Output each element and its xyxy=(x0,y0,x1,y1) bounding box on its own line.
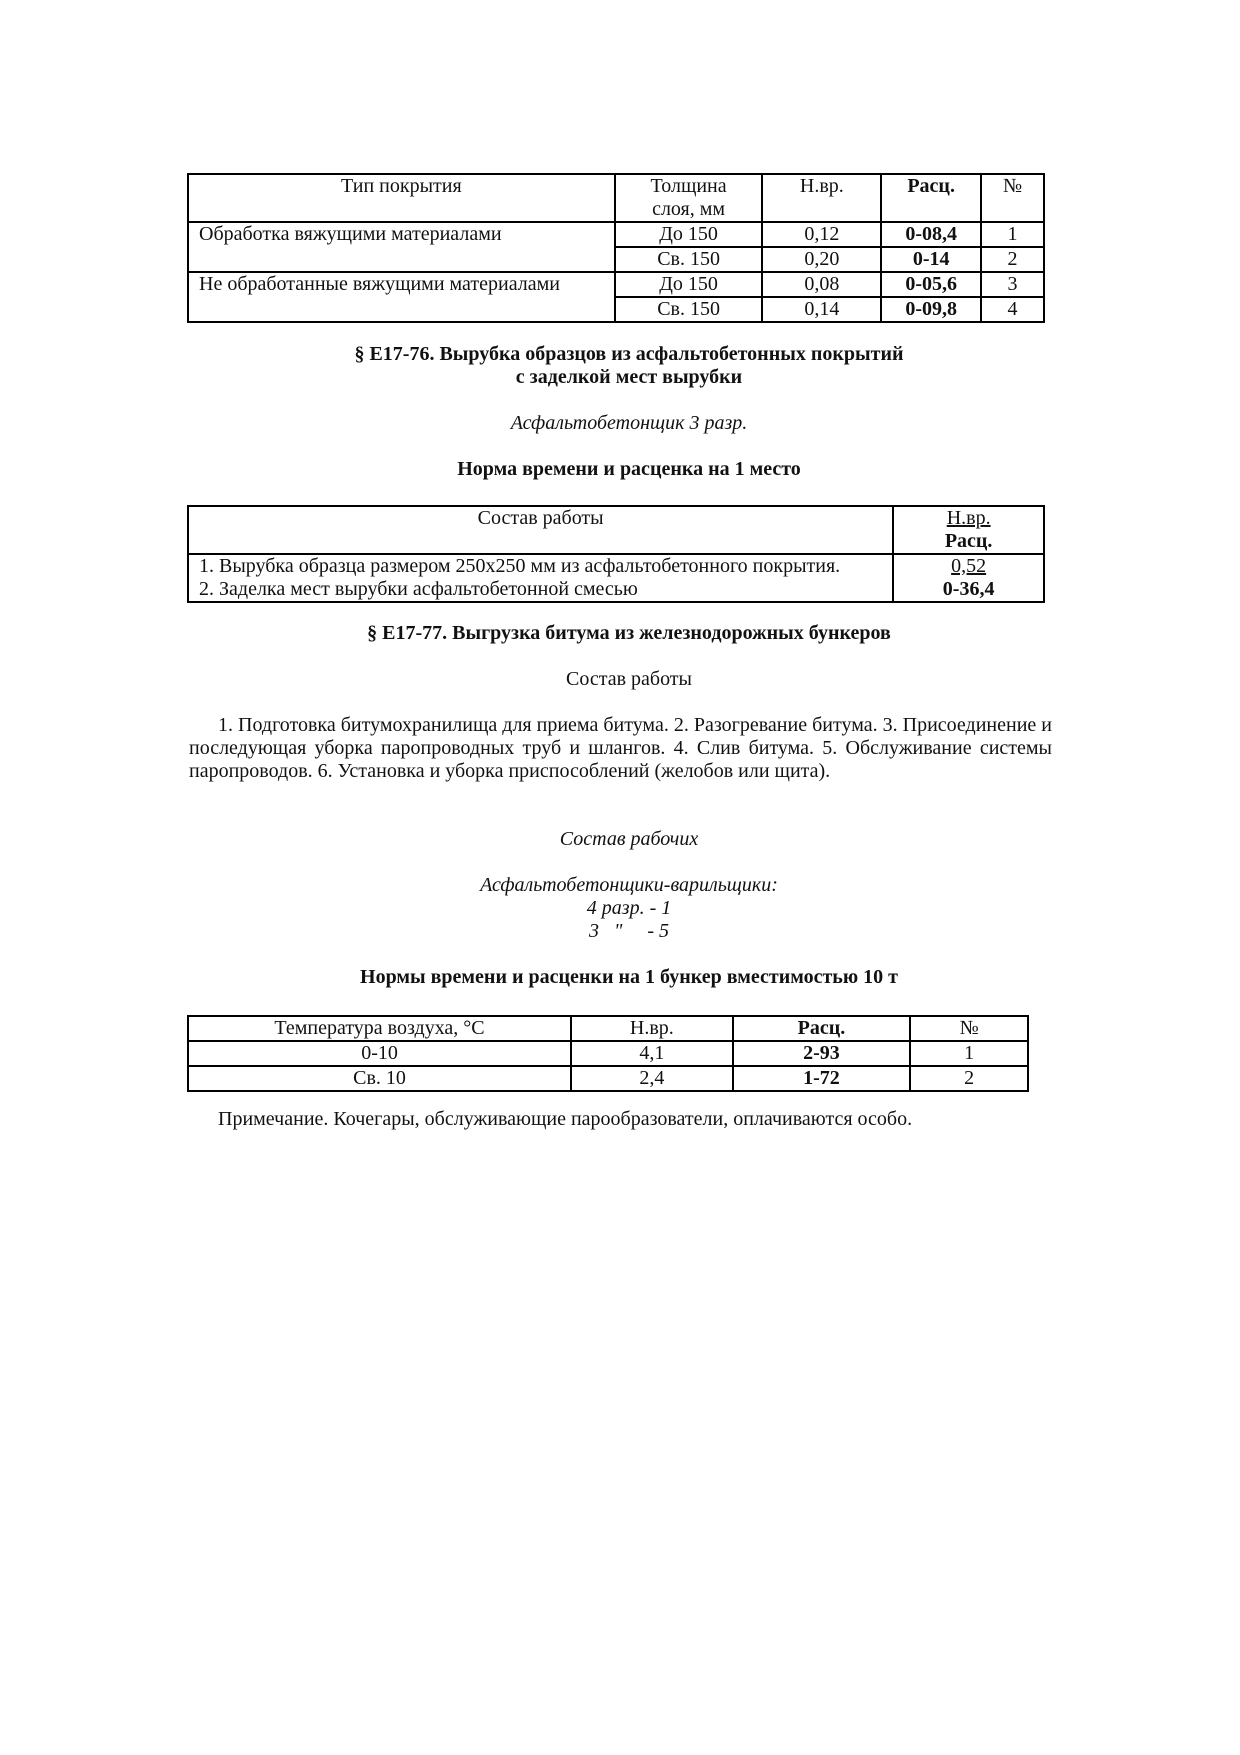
header-rasc: Расц. xyxy=(733,1016,911,1041)
header-nvr: Н.вр. xyxy=(762,174,881,222)
cell-nvr: 0,14 xyxy=(762,297,881,322)
header-coating-type: Тип покрытия xyxy=(188,174,615,222)
cell-nvr: 0,12 xyxy=(762,222,881,247)
cutting-norm-table xyxy=(187,505,1045,603)
cell-nvr-rasc: 0,52 0-36,4 xyxy=(893,554,1044,602)
cell-rasc: 0-05,6 xyxy=(881,272,981,297)
table-row xyxy=(188,1041,1028,1066)
section-77-title: § Е17-77. Выгрузка битума из железнодорожных бункеров xyxy=(367,622,891,644)
cell-num: 1 xyxy=(910,1041,1028,1066)
cell-temperature: 0-10 xyxy=(188,1041,571,1066)
section-77-workers-heading: Состав рабочих xyxy=(559,828,699,850)
cell-thickness: Св. 150 xyxy=(615,247,763,272)
section-77-work-text: 1. Подготовка битумохранилища для приема битума. 2. Разогревание битума. 3. Присоединение и последующая уборка паропроводных труб и шлангов. 4. Слив битума. 5. Обслуживание системы паропроводов. 6. Установка и уборка приспособлений (желобов или щита). xyxy=(189,714,1052,782)
section-76-title: § Е17-76. Вырубка образцов из асфальтобетонных покрытий с заделкой мест вырубки xyxy=(354,343,904,388)
cell-nvr: 0,08 xyxy=(762,272,881,297)
cell-rasc: 0-14 xyxy=(881,247,981,272)
cell-thickness: До 150 xyxy=(615,272,763,297)
header-num: № xyxy=(981,174,1044,222)
cell-num: 4 xyxy=(981,297,1044,322)
cell-num: 2 xyxy=(981,247,1044,272)
section-77-workers-list: Асфальтобетонщики-варильщики: 4 разр. - 1 3 " - 5 xyxy=(480,874,778,942)
cell-rasc: 0-08,4 xyxy=(881,222,981,247)
cell-nvr: 2,4 xyxy=(571,1066,733,1091)
section-77-norm-heading: Нормы времени и расценки на 1 бункер вместимостью 10 т xyxy=(360,966,898,988)
cell-temperature: Св. 10 xyxy=(188,1066,571,1091)
cell-num: 1 xyxy=(981,222,1044,247)
cell-thickness: Св. 150 xyxy=(615,297,763,322)
cell-work-description: 1. Вырубка образца размером 250х250 мм из асфальтобетонного покрытия. 2. Заделка мест вырубки асфальтобетонной смесью xyxy=(188,554,893,602)
section-76-norm-heading: Норма времени и расценка на 1 место xyxy=(457,458,801,480)
header-temperature: Температура воздуха, °С xyxy=(188,1016,571,1041)
cell-coating-type: Не обработанные вяжущими материалами xyxy=(188,272,615,322)
header-work: Состав работы xyxy=(188,506,893,554)
cell-rasc: 2-93 xyxy=(733,1041,911,1066)
table-header-row xyxy=(188,174,1044,222)
header-rasc: Расц. xyxy=(881,174,981,222)
header-num: № xyxy=(910,1016,1028,1041)
table-row xyxy=(188,1066,1028,1091)
cell-rasc: 0-09,8 xyxy=(881,297,981,322)
section-77-work-heading: Состав работы xyxy=(566,668,692,690)
header-nvr-rasc: Н.вр. Расц. xyxy=(893,506,1044,554)
section-77-note: Примечание. Кочегары, обслуживающие парообразователи, оплачиваются особо. xyxy=(218,1108,913,1130)
cell-nvr: 4,1 xyxy=(571,1041,733,1066)
cell-nvr: 0,20 xyxy=(762,247,881,272)
header-thickness: Толщина слоя, мм xyxy=(615,174,763,222)
header-nvr: Н.вр. xyxy=(571,1016,733,1041)
table-header-row xyxy=(188,506,1044,554)
cell-rasc: 1-72 xyxy=(733,1066,911,1091)
cell-coating-type: Обработка вяжущими материалами xyxy=(188,222,615,272)
coating-table xyxy=(187,173,1045,323)
cell-num: 2 xyxy=(910,1066,1028,1091)
table-row xyxy=(188,554,1044,602)
cell-thickness: До 150 xyxy=(615,222,763,247)
table-row xyxy=(188,272,1044,297)
unloading-norm-table xyxy=(187,1015,1029,1092)
table-header-row xyxy=(188,1016,1028,1041)
table-row xyxy=(188,222,1044,247)
section-76-worker: Асфальтобетонщик 3 разр. xyxy=(510,412,748,434)
cell-num: 3 xyxy=(981,272,1044,297)
